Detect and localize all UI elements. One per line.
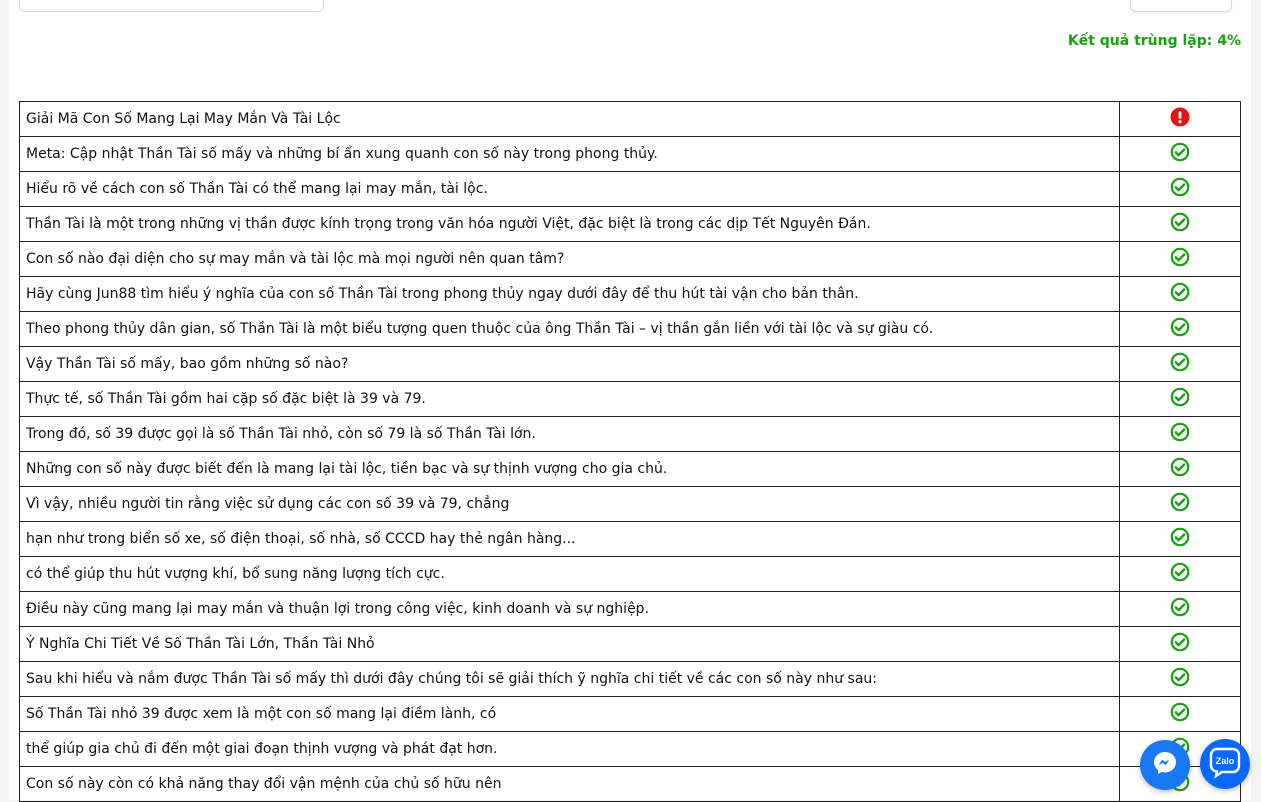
messenger-button[interactable]: [1140, 740, 1190, 790]
status-cell: [1120, 242, 1241, 277]
status-cell: [1120, 312, 1241, 347]
check-circle-icon: [1170, 282, 1190, 302]
sentence-text: thể giúp gia chủ đi đến một giai đoạn thịnh vượng và phát đạt hơn.: [20, 732, 1120, 767]
table-row: [20, 137, 1241, 172]
check-circle-icon: [1170, 597, 1190, 617]
sentence-text: Meta: Cập nhật Thần Tài số mấy và những bí ẩn xung quanh con số này trong phong thủy.: [20, 137, 1120, 172]
sentence-text: Thực tế, số Thần Tài gồm hai cặp số đặc biệt là 39 và 79.: [20, 382, 1120, 417]
sentence-text: Theo phong thủy dân gian, số Thần Tài là một biểu tượng quen thuộc của ông Thần Tài – vị thần gắn liền với tài lộc và sự giàu có.: [20, 312, 1120, 347]
sentence-text: Hiểu rõ về cách con số Thần Tài có thể mang lại may mắn, tài lộc.: [20, 172, 1120, 207]
sentence-text: Thần Tài là một trong những vị thần được kính trọng trong văn hóa người Việt, đặc biệt là trong các dịp Tết Nguyên Đán.: [20, 207, 1120, 242]
zalo-label: Zalo: [1215, 756, 1235, 766]
sentence-text: Những con số này được biết đến là mang lại tài lộc, tiền bạc và sự thịnh vượng cho gia chủ.: [20, 452, 1120, 487]
zalo-icon: [1208, 745, 1242, 783]
sentence-text: Con số nào đại diện cho sự may mắn và tài lộc mà mọi người nên quan tâm?: [20, 242, 1120, 277]
table-row: [20, 347, 1241, 382]
table-row: [20, 452, 1241, 487]
status-cell: [1120, 592, 1241, 627]
check-circle-icon: [1170, 247, 1190, 267]
status-cell: [1120, 557, 1241, 592]
table-row: [20, 277, 1241, 312]
text-input-field[interactable]: [19, 0, 324, 12]
table-row: [20, 417, 1241, 452]
table-row: [20, 662, 1241, 697]
sentence-text: Vậy Thần Tài số mấy, bao gồm những số nào?: [20, 347, 1120, 382]
table-row: [20, 627, 1241, 662]
check-circle-icon: [1170, 422, 1190, 442]
sentence-text: Hãy cùng Jun88 tìm hiểu ý nghĩa của con số Thần Tài trong phong thủy ngay dưới đây để thu hút tài vận cho bản thân.: [20, 277, 1120, 312]
zalo-button[interactable]: [1200, 739, 1250, 789]
check-circle-icon: [1170, 702, 1190, 722]
table-row: [20, 172, 1241, 207]
table-row: [20, 312, 1241, 347]
check-circle-icon: [1170, 527, 1190, 547]
table-row: [20, 382, 1241, 417]
sentence-text: Điều này cũng mang lại may mắn và thuận lợi trong công việc, kinh doanh và sự nghiệp.: [20, 592, 1120, 627]
status-cell: [1120, 662, 1241, 697]
action-button[interactable]: [1130, 0, 1232, 12]
sentence-text: Trong đó, số 39 được gọi là số Thần Tài nhỏ, còn số 79 là số Thần Tài lớn.: [20, 417, 1120, 452]
status-cell: [1120, 277, 1241, 312]
table-row: [20, 697, 1241, 732]
sentence-text: Vì vậy, nhiều người tin rằng việc sử dụng các con số 39 và 79, chẳng: [20, 487, 1120, 522]
table-row: [20, 487, 1241, 522]
sentence-text: Giải Mã Con Số Mang Lại May Mắn Và Tài Lộc: [20, 102, 1120, 137]
table-row: [20, 557, 1241, 592]
status-cell: [1120, 627, 1241, 662]
status-cell: [1120, 697, 1241, 732]
check-circle-icon: [1170, 177, 1190, 197]
status-cell: [1120, 522, 1241, 557]
messenger-icon: [1152, 750, 1178, 780]
status-cell: [1120, 102, 1241, 137]
table-row: [20, 732, 1241, 767]
table-row: [20, 207, 1241, 242]
check-circle-icon: [1170, 317, 1190, 337]
status-cell: [1120, 452, 1241, 487]
status-cell: [1120, 172, 1241, 207]
check-circle-icon: [1170, 352, 1190, 372]
table-row: [20, 592, 1241, 627]
check-circle-icon: [1170, 562, 1190, 582]
sentence-check-table: [19, 101, 1241, 802]
exclamation-circle-icon: [1170, 107, 1190, 127]
status-cell: [1120, 417, 1241, 452]
check-circle-icon: [1170, 142, 1190, 162]
sentence-text: Ý Nghĩa Chi Tiết Về Số Thần Tài Lớn, Thần Tài Nhỏ: [20, 627, 1120, 662]
sentence-text: Con số này còn có khả năng thay đổi vận mệnh của chủ số hữu nên: [20, 767, 1120, 802]
check-circle-icon: [1170, 667, 1190, 687]
table-row: [20, 242, 1241, 277]
table-row: [20, 522, 1241, 557]
check-circle-icon: [1170, 632, 1190, 652]
check-circle-icon: [1170, 387, 1190, 407]
check-circle-icon: [1170, 492, 1190, 512]
table-row: [20, 102, 1241, 137]
check-circle-icon: [1170, 212, 1190, 232]
duplicate-result-label: Kết quả trùng lặp: 4%: [1067, 33, 1241, 49]
status-cell: [1120, 207, 1241, 242]
sentence-text: Sau khi hiểu và nắm được Thần Tài số mấy thì dưới đây chúng tôi sẽ giải thích ỹ nghĩa chi tiết về các con số này như sau:: [20, 662, 1120, 697]
status-cell: [1120, 137, 1241, 172]
sentence-text: Số Thần Tài nhỏ 39 được xem là một con số mang lại điềm lành, có: [20, 697, 1120, 732]
status-cell: [1120, 347, 1241, 382]
sentence-text: có thể giúp thu hút vượng khí, bổ sung năng lượng tích cực.: [20, 557, 1120, 592]
table-row: [20, 767, 1241, 802]
check-circle-icon: [1170, 457, 1190, 477]
status-cell: [1120, 382, 1241, 417]
status-cell: [1120, 487, 1241, 522]
sentence-text: hạn như trong biển số xe, số điện thoại, số nhà, số CCCD hay thẻ ngân hàng...: [20, 522, 1120, 557]
